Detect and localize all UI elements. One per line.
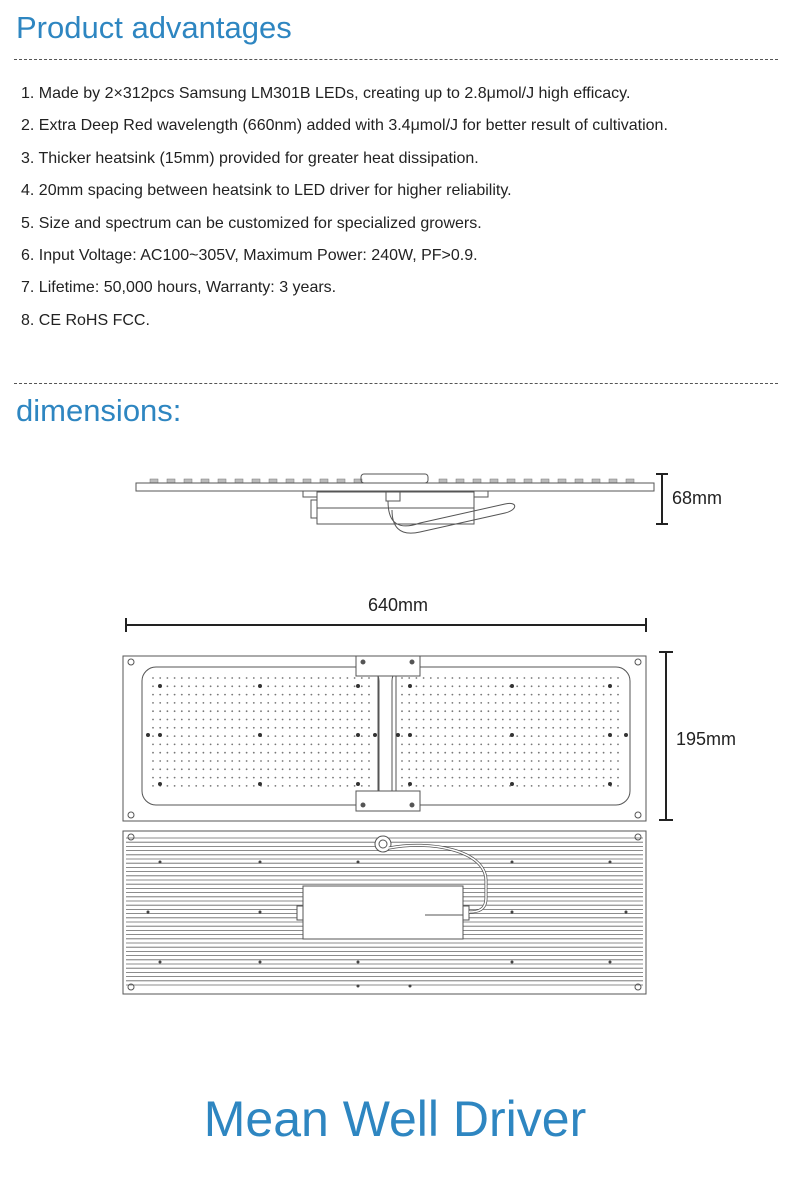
width-label: 195mm [676, 729, 737, 749]
list-item: 6. Input Voltage: AC100~305V, Maximum Power: 240W, PF>0.9. [21, 246, 478, 264]
front-view-drawing [123, 656, 646, 821]
divider-middle [14, 383, 778, 384]
list-item: 4. 20mm spacing between heatsink to LED driver for higher reliability. [21, 182, 512, 200]
list-item: 8. CE RoHS FCC. [21, 311, 150, 329]
height-label: 68mm [672, 488, 723, 508]
driver-title: Mean Well Driver [203, 1091, 587, 1147]
list-item: 5. Size and spectrum can be customized for specialized growers. [21, 214, 482, 232]
list-item: 7. Lifetime: 50,000 hours, Warranty: 3 years. [21, 279, 337, 297]
length-label: 640mm [368, 595, 429, 615]
back-view-drawing [123, 831, 646, 994]
height-dimension-line [656, 474, 668, 524]
list-item: 1. Made by 2×312pcs Samsung LM301B LEDs, creating up to 2.8μmol/J high efficacy. [21, 85, 631, 102]
list-item: 2. Extra Deep Red wavelength (660nm) added with 3.4μmol/J for better result of cultivation. [21, 117, 668, 135]
length-dimension-line [126, 618, 646, 632]
side-view-drawing [136, 474, 654, 533]
divider-top [14, 59, 778, 60]
list-item: 3. Thicker heatsink (15mm) provided for greater heat dissipation. [21, 149, 479, 167]
advantages-list [21, 80, 668, 339]
dimensions-title: dimensions: [16, 393, 182, 428]
product-advantages-title: Product advantages [16, 10, 292, 45]
width-dimension-line [659, 652, 673, 820]
